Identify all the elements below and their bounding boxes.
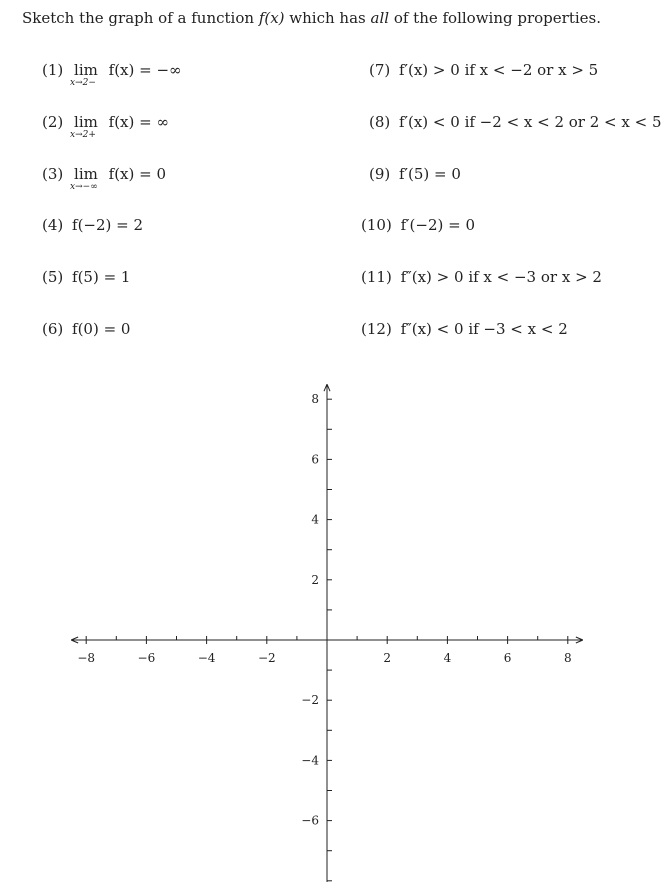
- property-1: (1) lim x→2− f(x) = −∞: [42, 61, 182, 88]
- limit-subscript: x→2−: [70, 78, 96, 88]
- x-tick-label: 6: [503, 651, 512, 665]
- y-tick-label: 6: [311, 452, 319, 467]
- y-tick-label: −6: [301, 813, 319, 828]
- property-2: (2) lim x→2+ f(x) = ∞: [42, 113, 169, 140]
- x-tick-label: −4: [197, 651, 216, 665]
- property-6: (6) f(0) = 0: [42, 320, 131, 338]
- intro-mid: which has: [284, 9, 371, 27]
- property-7: (7) f′(x) > 0 if x < −2 or x > 5: [369, 61, 599, 79]
- property-9: (9) f′(5) = 0: [369, 165, 461, 183]
- x-tick-label: −2: [257, 651, 276, 665]
- y-tick-label: 8: [311, 392, 319, 407]
- limit-operator: lim x→2+: [70, 113, 98, 140]
- property-4: (4) f(−2) = 2: [42, 216, 144, 234]
- y-tick-label: 2: [311, 572, 319, 587]
- y-tick-label: 4: [311, 512, 319, 527]
- y-tick-label: −2: [301, 693, 319, 708]
- property-10: (10) f′(−2) = 0: [361, 216, 475, 234]
- x-tick-label: −8: [77, 651, 96, 665]
- limit-operator: lim x→−∞: [70, 165, 98, 192]
- limit-subscript: x→2+: [70, 130, 96, 140]
- property-11: (11) f″(x) > 0 if x < −3 or x > 2: [361, 268, 602, 286]
- property-3: (3) lim x→−∞ f(x) = 0: [42, 165, 167, 192]
- x-tick-label: 4: [443, 651, 452, 665]
- property-12: (12) f″(x) < 0 if −3 < x < 2: [361, 320, 568, 338]
- property-5: (5) f(5) = 1: [42, 268, 131, 286]
- intro-post: of the following properties.: [389, 9, 601, 27]
- y-tick-label: −4: [301, 753, 319, 768]
- limit-operator: lim x→2−: [70, 61, 98, 88]
- property-8: (8) f′(x) < 0 if −2 < x < 2 or 2 < x < 5: [369, 113, 662, 131]
- x-tick-label: −6: [137, 651, 156, 665]
- intro-pre: Sketch the graph of a function: [22, 9, 259, 27]
- x-tick-label: 8: [563, 651, 572, 665]
- limit-subscript: x→−∞: [70, 182, 98, 192]
- intro-fx: f(x): [258, 9, 285, 27]
- intro-emph: all: [370, 9, 390, 27]
- x-tick-label: 2: [383, 651, 392, 665]
